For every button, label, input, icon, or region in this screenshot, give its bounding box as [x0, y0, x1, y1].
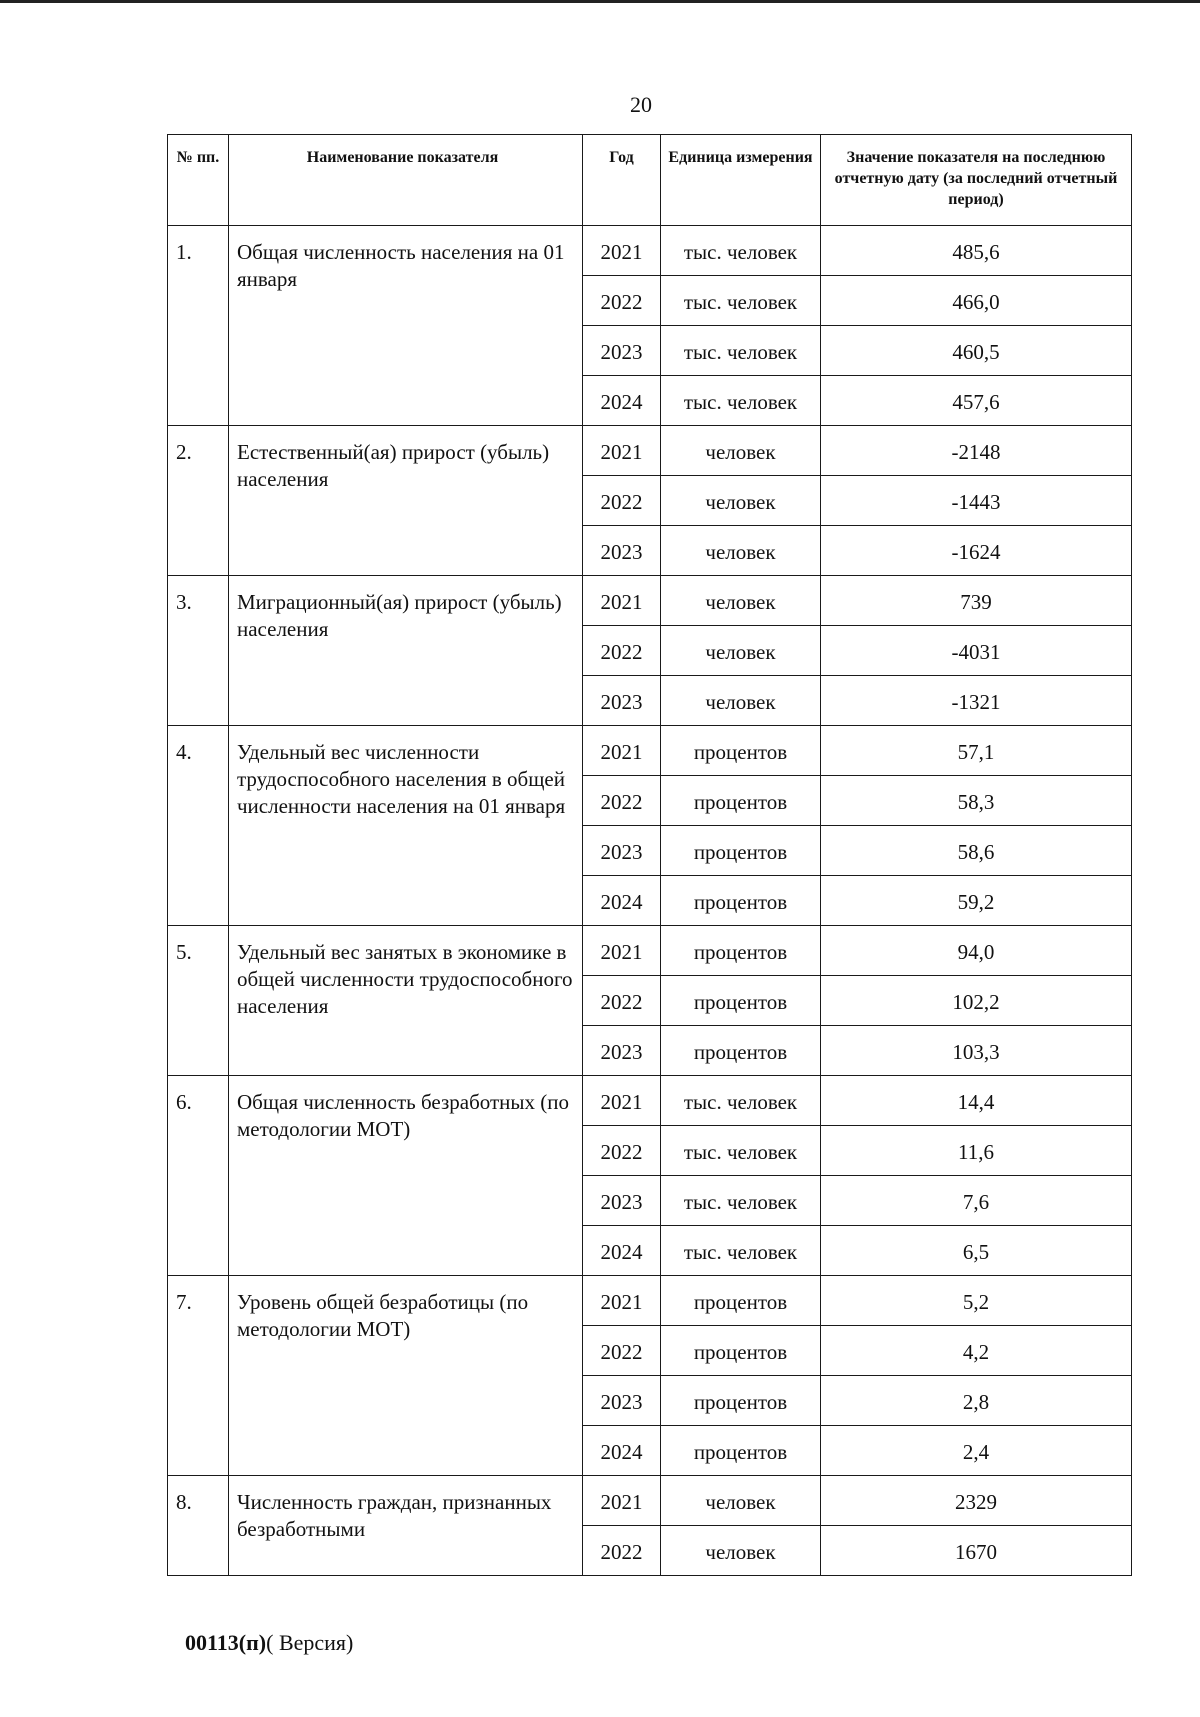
document-footer: [185, 1630, 353, 1656]
year-cell: 2021: [583, 1476, 661, 1526]
value-cell: -1624: [821, 526, 1132, 576]
unit-cell: тыс. человек: [661, 1076, 821, 1126]
year-cell: 2024: [583, 876, 661, 926]
year-cell: 2023: [583, 326, 661, 376]
year-cell: 2024: [583, 1226, 661, 1276]
unit-cell: тыс. человек: [661, 276, 821, 326]
value-cell: 11,6: [821, 1126, 1132, 1176]
value-cell: 5,2: [821, 1276, 1132, 1326]
year-cell: 2024: [583, 1426, 661, 1476]
value-cell: 59,2: [821, 876, 1132, 926]
year-cell: 2023: [583, 526, 661, 576]
unit-cell: человек: [661, 426, 821, 476]
indicator-name: Численность граждан, признанных безработными: [229, 1476, 583, 1576]
year-cell: 2023: [583, 1026, 661, 1076]
table-row: [168, 726, 1132, 776]
unit-cell: человек: [661, 476, 821, 526]
year-cell: 2021: [583, 926, 661, 976]
unit-cell: человек: [661, 526, 821, 576]
header-year: Год: [583, 135, 661, 226]
value-cell: 2,4: [821, 1426, 1132, 1476]
value-cell: 1670: [821, 1526, 1132, 1576]
year-cell: 2023: [583, 1376, 661, 1426]
row-number: 6.: [168, 1076, 229, 1276]
indicator-name: Уровень общей безработицы (по методологии МОТ): [229, 1276, 583, 1476]
year-cell: 2022: [583, 276, 661, 326]
unit-cell: процентов: [661, 876, 821, 926]
value-cell: 103,3: [821, 1026, 1132, 1076]
row-number: 1.: [168, 226, 229, 426]
year-cell: 2021: [583, 576, 661, 626]
unit-cell: человек: [661, 676, 821, 726]
header-number: № пп.: [168, 135, 229, 226]
row-number: 3.: [168, 576, 229, 726]
unit-cell: тыс. человек: [661, 1226, 821, 1276]
row-number: 8.: [168, 1476, 229, 1576]
header-value: Значение показателя на последнюю отчетную дату (за последний отчетный период): [821, 135, 1132, 226]
table-row: [168, 576, 1132, 626]
value-cell: 2,8: [821, 1376, 1132, 1426]
unit-cell: процентов: [661, 926, 821, 976]
value-cell: 58,3: [821, 776, 1132, 826]
value-cell: 6,5: [821, 1226, 1132, 1276]
year-cell: 2022: [583, 476, 661, 526]
unit-cell: человек: [661, 1526, 821, 1576]
value-cell: 457,6: [821, 376, 1132, 426]
indicator-name: Удельный вес численности трудоспособного населения в общей численности населения на 01 января: [229, 726, 583, 926]
year-cell: 2021: [583, 1076, 661, 1126]
unit-cell: человек: [661, 626, 821, 676]
table-row: [168, 1476, 1132, 1526]
row-number: 4.: [168, 726, 229, 926]
unit-cell: тыс. человек: [661, 1126, 821, 1176]
unit-cell: процентов: [661, 1376, 821, 1426]
unit-cell: человек: [661, 1476, 821, 1526]
indicator-name: Общая численность безработных (по методологии МОТ): [229, 1076, 583, 1276]
table-row: [168, 926, 1132, 976]
unit-cell: процентов: [661, 976, 821, 1026]
unit-cell: тыс. человек: [661, 1176, 821, 1226]
year-cell: 2022: [583, 776, 661, 826]
value-cell: -1321: [821, 676, 1132, 726]
unit-cell: тыс. человек: [661, 226, 821, 276]
indicator-name: Общая численность населения на 01 января: [229, 226, 583, 426]
unit-cell: тыс. человек: [661, 376, 821, 426]
year-cell: 2022: [583, 626, 661, 676]
table-row: [168, 426, 1132, 476]
indicator-name: Удельный вес занятых в экономике в общей численности трудоспособного населения: [229, 926, 583, 1076]
value-cell: 57,1: [821, 726, 1132, 776]
header-unit: Единица измерения: [661, 135, 821, 226]
year-cell: 2021: [583, 426, 661, 476]
year-cell: 2022: [583, 976, 661, 1026]
row-number: 2.: [168, 426, 229, 576]
value-cell: -4031: [821, 626, 1132, 676]
unit-cell: процентов: [661, 1326, 821, 1376]
year-cell: 2022: [583, 1126, 661, 1176]
unit-cell: процентов: [661, 1026, 821, 1076]
row-number: 5.: [168, 926, 229, 1076]
document-version: ( Версия): [266, 1630, 354, 1655]
year-cell: 2022: [583, 1526, 661, 1576]
value-cell: -2148: [821, 426, 1132, 476]
row-number: 7.: [168, 1276, 229, 1476]
year-cell: 2021: [583, 726, 661, 776]
value-cell: 460,5: [821, 326, 1132, 376]
unit-cell: тыс. человек: [661, 326, 821, 376]
year-cell: 2021: [583, 226, 661, 276]
unit-cell: процентов: [661, 826, 821, 876]
header-indicator-name: Наименование показателя: [229, 135, 583, 226]
table-header-row: [168, 135, 1132, 226]
value-cell: 2329: [821, 1476, 1132, 1526]
value-cell: 58,6: [821, 826, 1132, 876]
indicator-name: Естественный(ая) прирост (убыль) населения: [229, 426, 583, 576]
value-cell: 466,0: [821, 276, 1132, 326]
table-row: [168, 1076, 1132, 1126]
year-cell: 2024: [583, 376, 661, 426]
year-cell: 2022: [583, 1326, 661, 1376]
indicator-name: Миграционный(ая) прирост (убыль) населения: [229, 576, 583, 726]
value-cell: 94,0: [821, 926, 1132, 976]
unit-cell: человек: [661, 576, 821, 626]
year-cell: 2023: [583, 676, 661, 726]
value-cell: 102,2: [821, 976, 1132, 1026]
indicators-table: [167, 134, 1132, 1576]
value-cell: 7,6: [821, 1176, 1132, 1226]
page-number: 20: [630, 92, 652, 117]
page-top-edge: [0, 0, 1200, 3]
value-cell: 485,6: [821, 226, 1132, 276]
table-row: [168, 1276, 1132, 1326]
unit-cell: процентов: [661, 726, 821, 776]
unit-cell: процентов: [661, 1276, 821, 1326]
value-cell: 14,4: [821, 1076, 1132, 1126]
year-cell: 2023: [583, 1176, 661, 1226]
table-body: [168, 226, 1132, 1576]
value-cell: 4,2: [821, 1326, 1132, 1376]
year-cell: 2023: [583, 826, 661, 876]
value-cell: 739: [821, 576, 1132, 626]
year-cell: 2021: [583, 1276, 661, 1326]
value-cell: -1443: [821, 476, 1132, 526]
unit-cell: процентов: [661, 1426, 821, 1476]
unit-cell: процентов: [661, 776, 821, 826]
document-code: 00113(п): [185, 1630, 267, 1655]
table-row: [168, 226, 1132, 276]
